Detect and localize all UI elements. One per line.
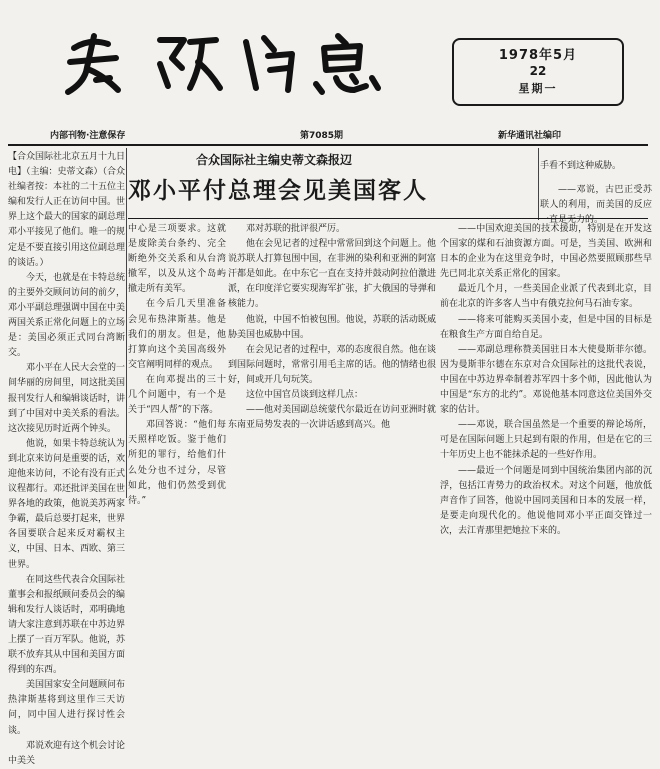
paragraph: 【合众国际社北京五月十九日电】（主编：史蒂文森）（合众社编者按：本社的二十五位主编和发行人正在访问中国。世界上这个最大的国家的副总理邓小平接见了他们。唯一的规定是不要直接引用这位副总理的谈话。）	[8, 152, 126, 268]
paragraph: 中心是三项要求。这就是废除美台条约、完全断绝外交关系和从台湾撤军，以及从这个岛屿撤走所有美军。	[128, 224, 226, 295]
issue-weekday: 星期一	[518, 82, 558, 95]
paragraph: ——最近一个问题是同到中国统治集团内部的沉浮，包括江青势力的政治权术。对这个问题，他放低声音作了回答，他说中国同美国和日本的发展一样，是要走向现代化的。他说他同邓小平正面交锋过一次，去江青那里把她拉下来的。	[440, 465, 652, 536]
article-column-2	[128, 222, 226, 506]
paragraph: 今天，也就是在卡特总统的主要外交顾问访问的前夕，邓小平副总理强调中国在中美两国关系正常化问题上的立场是：美国必须正式同台湾断交。	[8, 272, 126, 359]
info-publisher: 新华通讯社编印	[498, 131, 562, 141]
paragraph: 邓回答说：“他们每天照样吃饭。鉴于他们所犯的罪行，给他们什么处分也不过分，尽管如此，他们仍然受到优待。”	[128, 420, 226, 506]
paragraph: ——将来可能购买美国小麦，但是中国的目标是在粮食生产方面自给自足。	[440, 314, 652, 340]
paragraph: 他在会见记者的过程中常常回到这个问题上。他说苏联人打算包围中国，在非洲的染利和亚洲的阿富汗都是如此。在中东它一直在支持并鼓动阿拉伯激进派，在印度洋它要实现海军扩张，扩大俄国的导弹和核能力。	[228, 239, 436, 310]
paragraph: 在会见记者的过程中，邓的态度很自然。他在谈到国际问题时，常常引用毛主席的话。他的情绪也很好，间或开几句玩笑。	[228, 344, 436, 385]
paragraph: 手看不到这种威胁。	[540, 161, 622, 171]
issue-date: 1978年5月	[498, 48, 578, 63]
issue-day: 22	[529, 64, 547, 78]
article-column-4-top	[540, 150, 652, 226]
article-headline: 邓小平付总理会见美国客人	[128, 178, 428, 204]
paragraph: ——中国欢迎美国的技术援助，特别是在开发这个国家的煤和石油资源方面。可是，当美国、欧洲和日本的企业为在这里竞争时，中国必然要照顾那些早先已同北京关系正常化的国家。	[440, 224, 652, 280]
article-column-4	[440, 222, 652, 536]
paragraph: 他说，中国不怕被包围。他说，苏联的活动既威胁美国也威胁中国。	[228, 314, 436, 340]
paragraph: ——邓副总理称赞美国驻日本大使曼斯菲尔德。因为曼斯菲尔德在东京对合众国际社的这批代表说，中国在中苏边界牵制着苏军四十多个师，因此他认为中国是“东方的北约”。邓说他基本同意这位美国外交家的估计。	[440, 344, 652, 416]
paragraph: 在今后几天里准备会见布热津斯基。他是我们的朋友。但是，他打算向这个美国高级外交官阐明同样的观点。	[128, 299, 226, 370]
paragraph: ——他对美国副总统蒙代尔最近在访问亚洲时就东南亚局势发表的一次讲话感到高兴。他	[228, 405, 436, 431]
article-column-3	[228, 222, 436, 498]
paragraph: 最近几个月，一些美国企业派了代表到北京，目前在北京的许多客人当中有俄克拉何马石油专家。	[440, 284, 652, 310]
masthead-rule	[8, 144, 648, 146]
paragraph: 美国国家安全问题顾问布热津斯基将到这里作三天访问，同中国人进行探讨性会谈。	[8, 680, 126, 736]
article-superheadline: 合众国际社主编史蒂文森报辺	[196, 153, 353, 167]
info-internal-notice: 内部刊物·注意保存	[50, 131, 126, 141]
info-bar	[0, 128, 660, 142]
date-box	[452, 38, 624, 106]
paragraph: 这位中国官员谈到这样几点：	[246, 390, 364, 401]
paragraph: 他说，如果卡特总统认为到北京来访问是重要的话，欢迎他来访问，不论有没有正式议程都行。邓还批评美国在世界各地的政策，他说美苏两家争霸，最后总要打起来，世界各国要联合起来反对霸权主义，中国、日本、西欧、第三世界。	[8, 438, 126, 570]
info-issue-number: 第7085期	[300, 131, 344, 141]
paragraph: ——邓说，古巴正受苏联人的利用，而美国的反应一直是无力的。	[540, 185, 652, 226]
article-column-1	[8, 150, 126, 766]
paragraph: 邓小平在人民大会堂的一间华丽的房间里，同这批美国报刊发行人和编辑谈话时，讲到了中国对中美关系的看法。这次接见历时近两个钟头。	[8, 363, 126, 434]
paragraph: 在向邓提出的三十几个问题中，有一个是关于“四人帮”的下落。	[128, 374, 226, 416]
column-divider	[126, 148, 127, 498]
column-divider	[538, 148, 539, 220]
masthead-calligraphy-logo	[60, 28, 390, 98]
paragraph: ——邓说，联合国虽然是一个重要的辩论场所，可是在国际问题上只起到有限的作用，但是在它的三十年历史上也不能抹杀起的一些好作用。	[440, 420, 652, 461]
paragraph: 在同这些代表合众国际社董事会和报纸顾问委员会的编辑和发行人谈话时，邓明确地请大家注意到苏联在中苏边界上摆了一百万军队。他说，苏联不放弃其从中国和美国方面得到的东西。	[8, 574, 126, 676]
paragraph: 邓对苏联的批评很严厉。	[246, 224, 346, 234]
paragraph: 邓说欢迎有这个机会讨论中美关	[8, 740, 126, 766]
masthead-title	[60, 28, 390, 98]
